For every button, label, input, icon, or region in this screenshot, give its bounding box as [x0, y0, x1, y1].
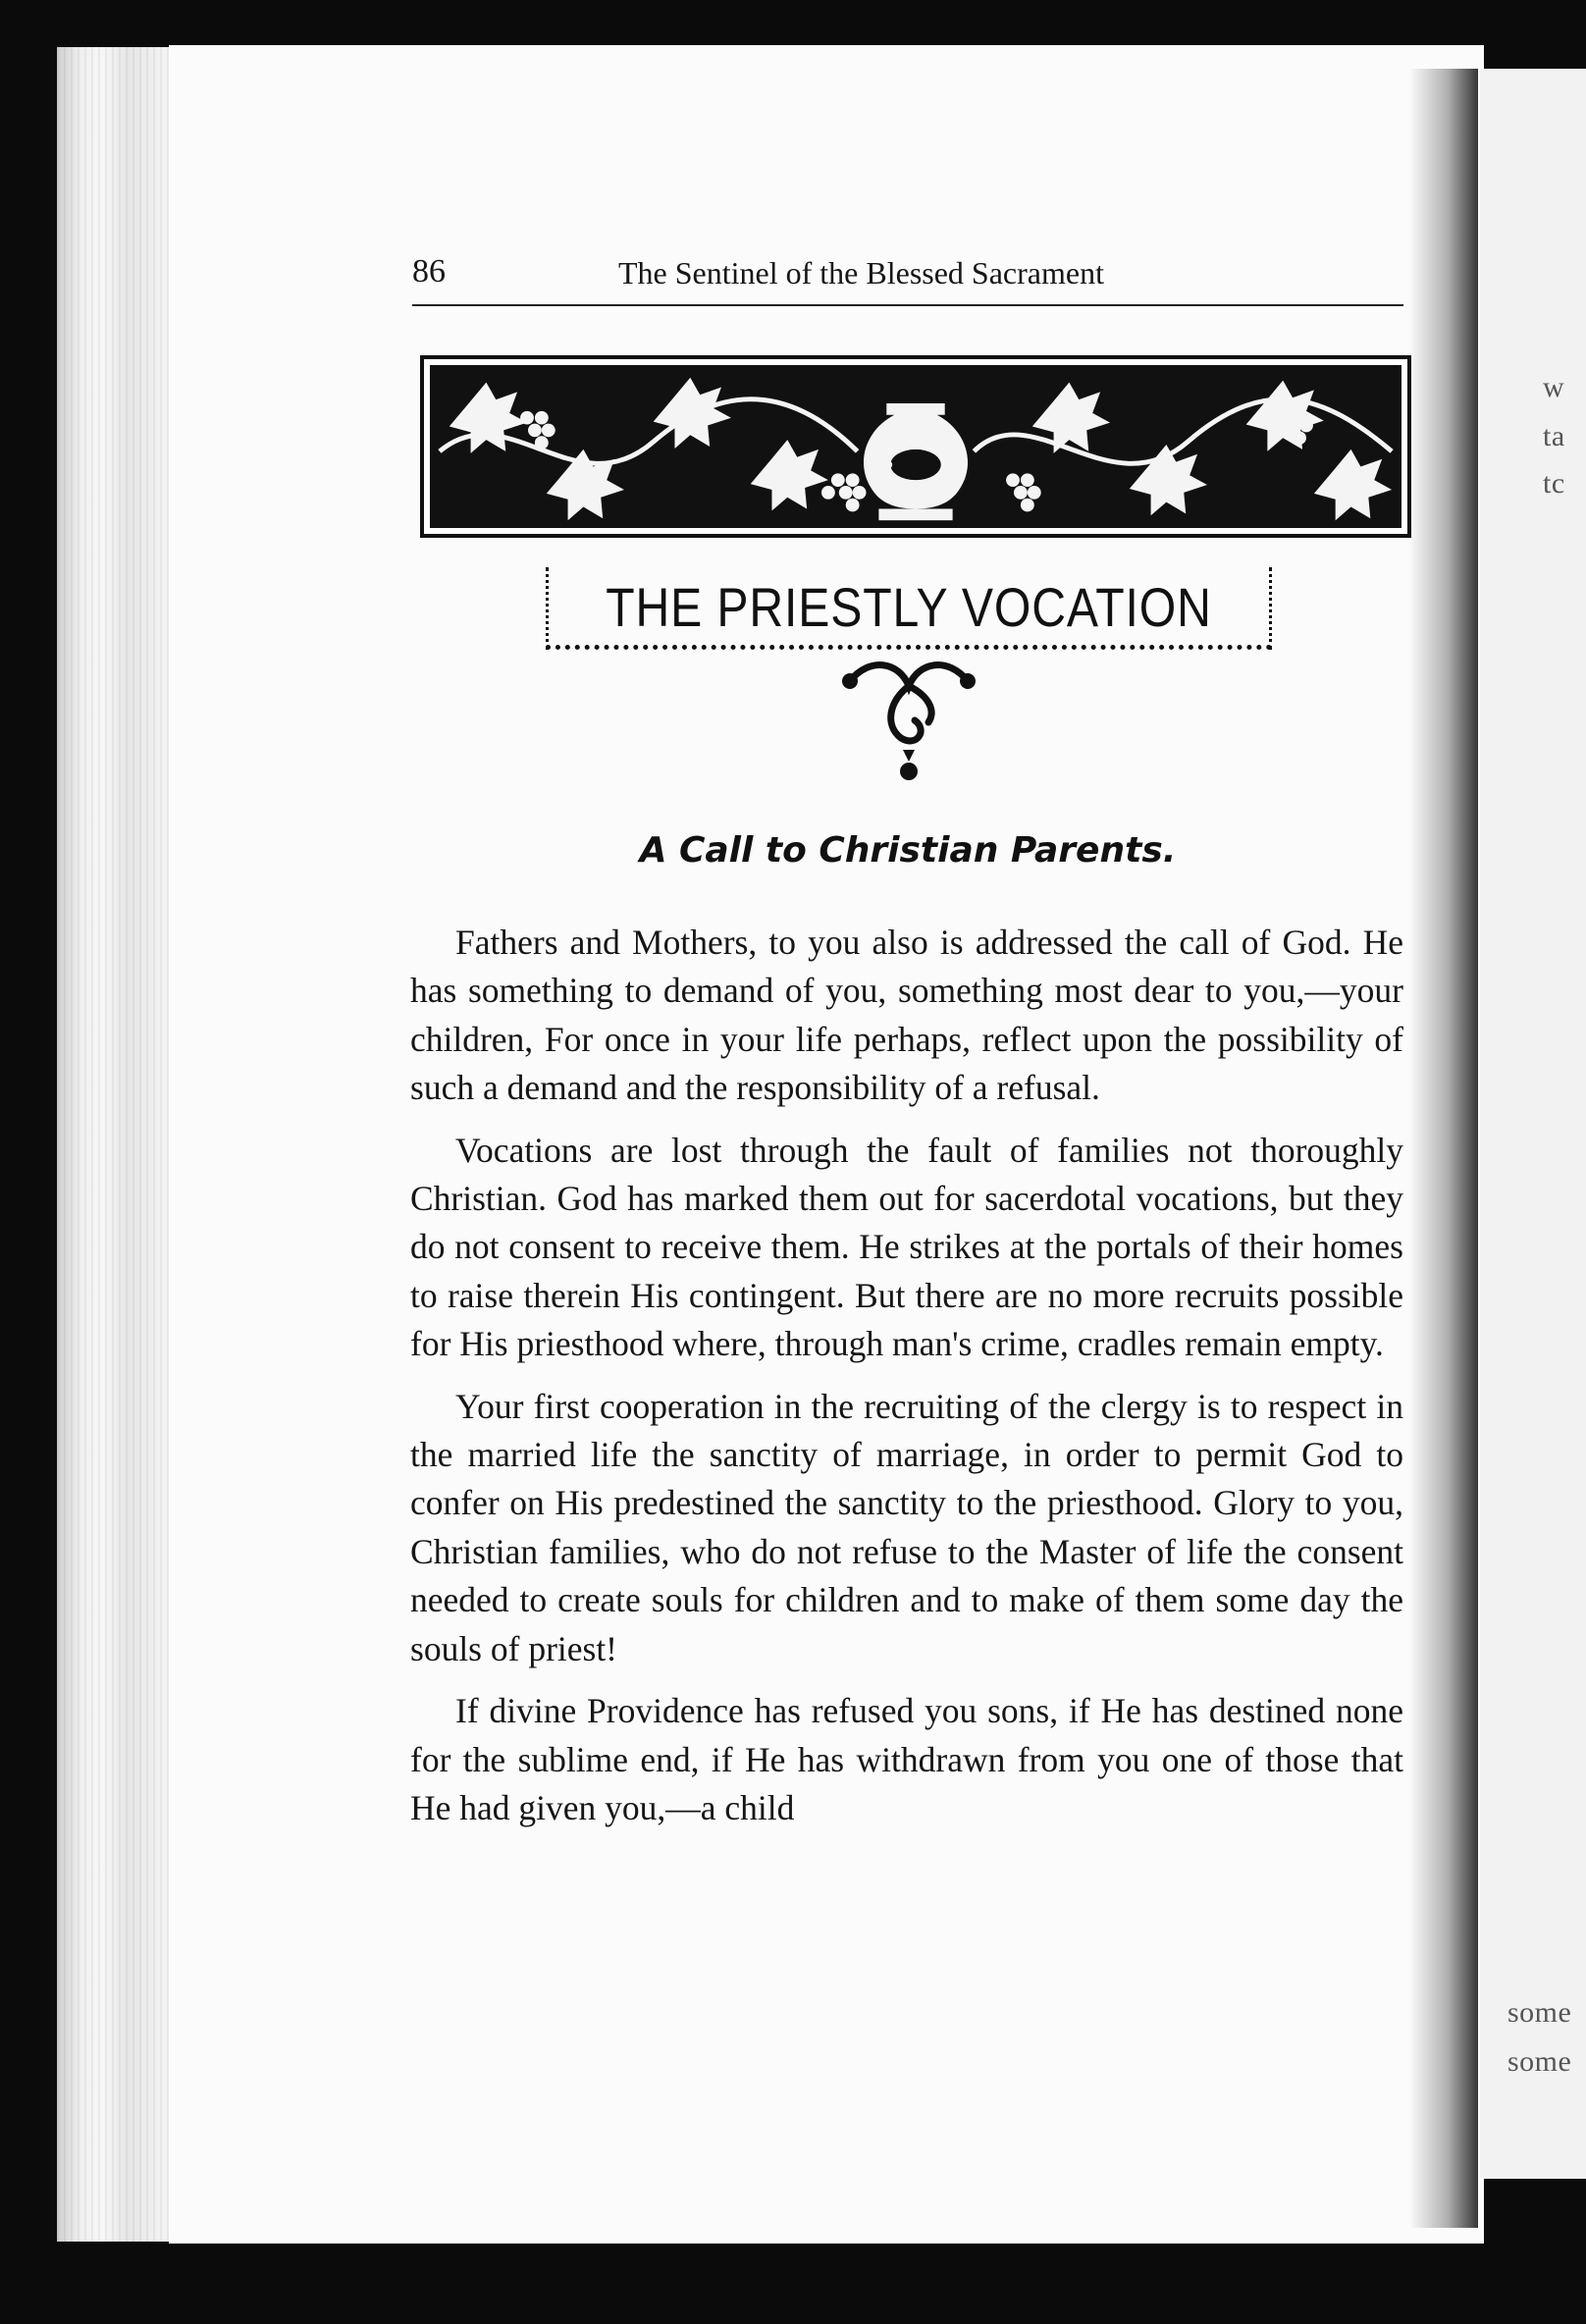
gutter-shadow — [1409, 69, 1478, 2228]
page-stack-edge — [57, 47, 186, 2242]
paragraph: Your first cooperation in the recruiting of the clergy is to respect in the married life the sanctity of marriage, in order to permit God to confer on His predestined the sanctity to the priesthood. Glory to you, Christian families, who do not refuse to the Master of life the consent needed to create souls for children and to make of them some day the souls of priest! — [410, 1386, 1403, 1668]
paragraph: Vocations are lost through the fault of families not thoroughly Christian. God has marked them out for sacerdotal vocations, but they do not consent to receive them. He strikes at the portals of their homes to raise therein His contingent. But there are no more recruits possible for His priesthood where, through man's crime, cradles remain empty. — [410, 1130, 1403, 1364]
grapevine-headpiece-ornament — [420, 355, 1411, 538]
article-title: THE PRIESTLY VOCATION — [606, 576, 1212, 638]
grapevine-illustration — [430, 365, 1401, 528]
running-head — [412, 253, 1403, 306]
adjacent-page-fragment: some — [1507, 1996, 1572, 2029]
running-title: The Sentinel of the Blessed Sacrament — [618, 255, 1104, 290]
adjacent-page-fragment: ta — [1543, 420, 1565, 452]
page-number: 86 — [412, 253, 446, 290]
adjacent-page-fragment: tc — [1543, 467, 1565, 500]
adjacent-page-fragment: w — [1543, 371, 1565, 403]
article-subtitle: A Call to Christian Parents. — [639, 830, 1177, 871]
title-frame — [546, 567, 1272, 650]
adjacent-page — [1480, 69, 1586, 2179]
article-body — [410, 919, 1403, 1846]
adjacent-page-fragment: some — [1507, 2045, 1572, 2078]
paragraph: Fathers and Mothers, to you also is addressed the call of God. He has something to demand of you, something most dear to you,—your children, For once in your life perhaps, reflect upon the possibility of such a demand and the responsibility of a refusal. — [410, 923, 1403, 1108]
paragraph: If divine Providence has refused you sons, if He has destined none for the sublime end, if He has withdrawn from you one of those that He had given you,—a child — [410, 1691, 1403, 1827]
scroll-flourish-ornament — [830, 652, 987, 785]
